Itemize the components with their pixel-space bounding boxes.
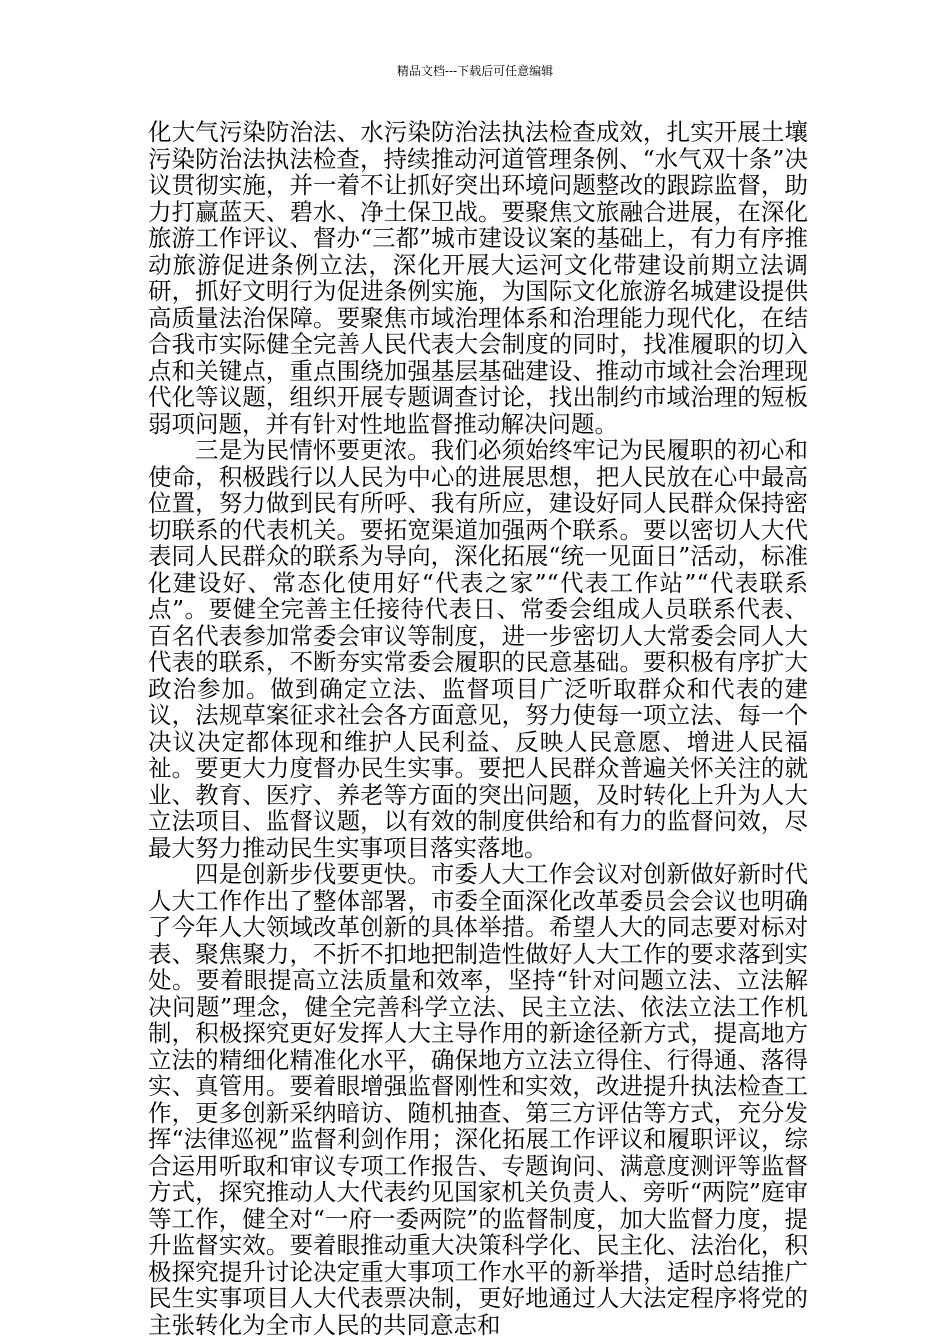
page-header: 精品文档---下载后可任意编辑 — [396, 64, 554, 78]
document-body — [148, 119, 808, 1338]
body-paragraph-3: 四是创新步伐要更快。市委人大工作会议对创新做好新时代人大工作作出了整体部署，市委全面深化改革委员会会议也明确了今年人大领域改革创新的具体举措。希望人大的同志要对标对表、聚焦聚力，不折不扣地把制造性做好人大工作的要求落到实处。要着眼提高立法质量和效率，坚持“针对问题立法、立法解决问题”理念，健全完善科学立法、民主立法、依法立法工作机制，积极探究更好发挥人大主导作用的新途径新方式，提高地方立法的精细化精准化水平，确保地方立法立得住、行得通、落得实、真管用。要着眼增强监督刚性和实效，改进提升执法检查工作，更多创新采纳暗访、随机抽查、第三方评估等方式，充分发挥“法律巡视”监督利剑作用；深化拓展工作评议和履职评议，综合运用听取和审议专项工作报告、专题询问、满意度测评等监督方式，探究推动人大代表约见国家机关负责人、旁听“两院”庭审等工作，健全对“一府一委两院”的监督制度，加大监督力度，提升监督实效。要着眼推动重大决策科学化、民主化、法治化，积极探究提升讨论决定重大事项工作水平的新举措，适时总结推广民生实事项目人大代表票决制，更好地通过人大法定程序将党的主张转化为全市人民的共同意志和 — [148, 860, 808, 1339]
body-paragraph-2: 三是为民情怀要更浓。我们必须始终牢记为民履职的初心和使命，积极践行以人民为中心的进展思想，把人民放在心中最高位置，努力做到民有所呼、我有所应，建设好同人民群众保持密切联系的代表机关。要拓宽渠道加强两个联系。要以密切人大代表同人民群众的联系为导向，深化拓展“统一见面日”活动，标准化建设好、常态化使用好“代表之家”“代表工作站”“代表联系点”。要健全完善主任接待代表日、常委会组成人员联系代表、百名代表参加常委会审议等制度，进一步密切人大常委会同人大代表的联系，不断夯实常委会履职的民意基础。要积极有序扩大政治参加。做到确定立法、监督项目广泛听取群众和代表的建议，法规草案征求社会各方面意见，努力使每一项立法、每一个决议决定都体现和维护人民利益、反映人民意愿、增进人民福祉。要更大力度督办民生实事。要把人民群众普遍关怀关注的就业、教育、医疗、养老等方面的突出问题，及时转化上升为人大立法项目、监督议题，以有效的制度供给和有力的监督问效，尽最大努力推动民生实事项目落实落地。 — [148, 436, 808, 862]
body-paragraph-1: 化大气污染防治法、水污染防治法执法检查成效，扎实开展土壤污染防治法执法检查，持续推动河道管理条例、“水气双十条”决议贯彻实施，并一着不让抓好突出环境问题整改的跟踪监督，助力打赢蓝天、碧水、净土保卫战。要聚焦文旅融合进展，在深化旅游工作评议、督办“三都”城市建设议案的基础上，有力有序推动旅游促进条例立法，深化开展大运河文化带建设前期立法调研，抓好文明行为促进条例实施，为国际文化旅游名城建设提供高质量法治保障。要聚焦市域治理体系和治理能力现代化，在结合我市实际健全完善人民代表大会制度的同时，找准履职的切入点和关键点，重点围绕加强基层基础建设、推动市域社会治理现代化等议题，组织开展专题调查讨论，找出制约市域治理的短板弱项问题，并有针对性地监督推动解决问题。 — [148, 118, 808, 438]
